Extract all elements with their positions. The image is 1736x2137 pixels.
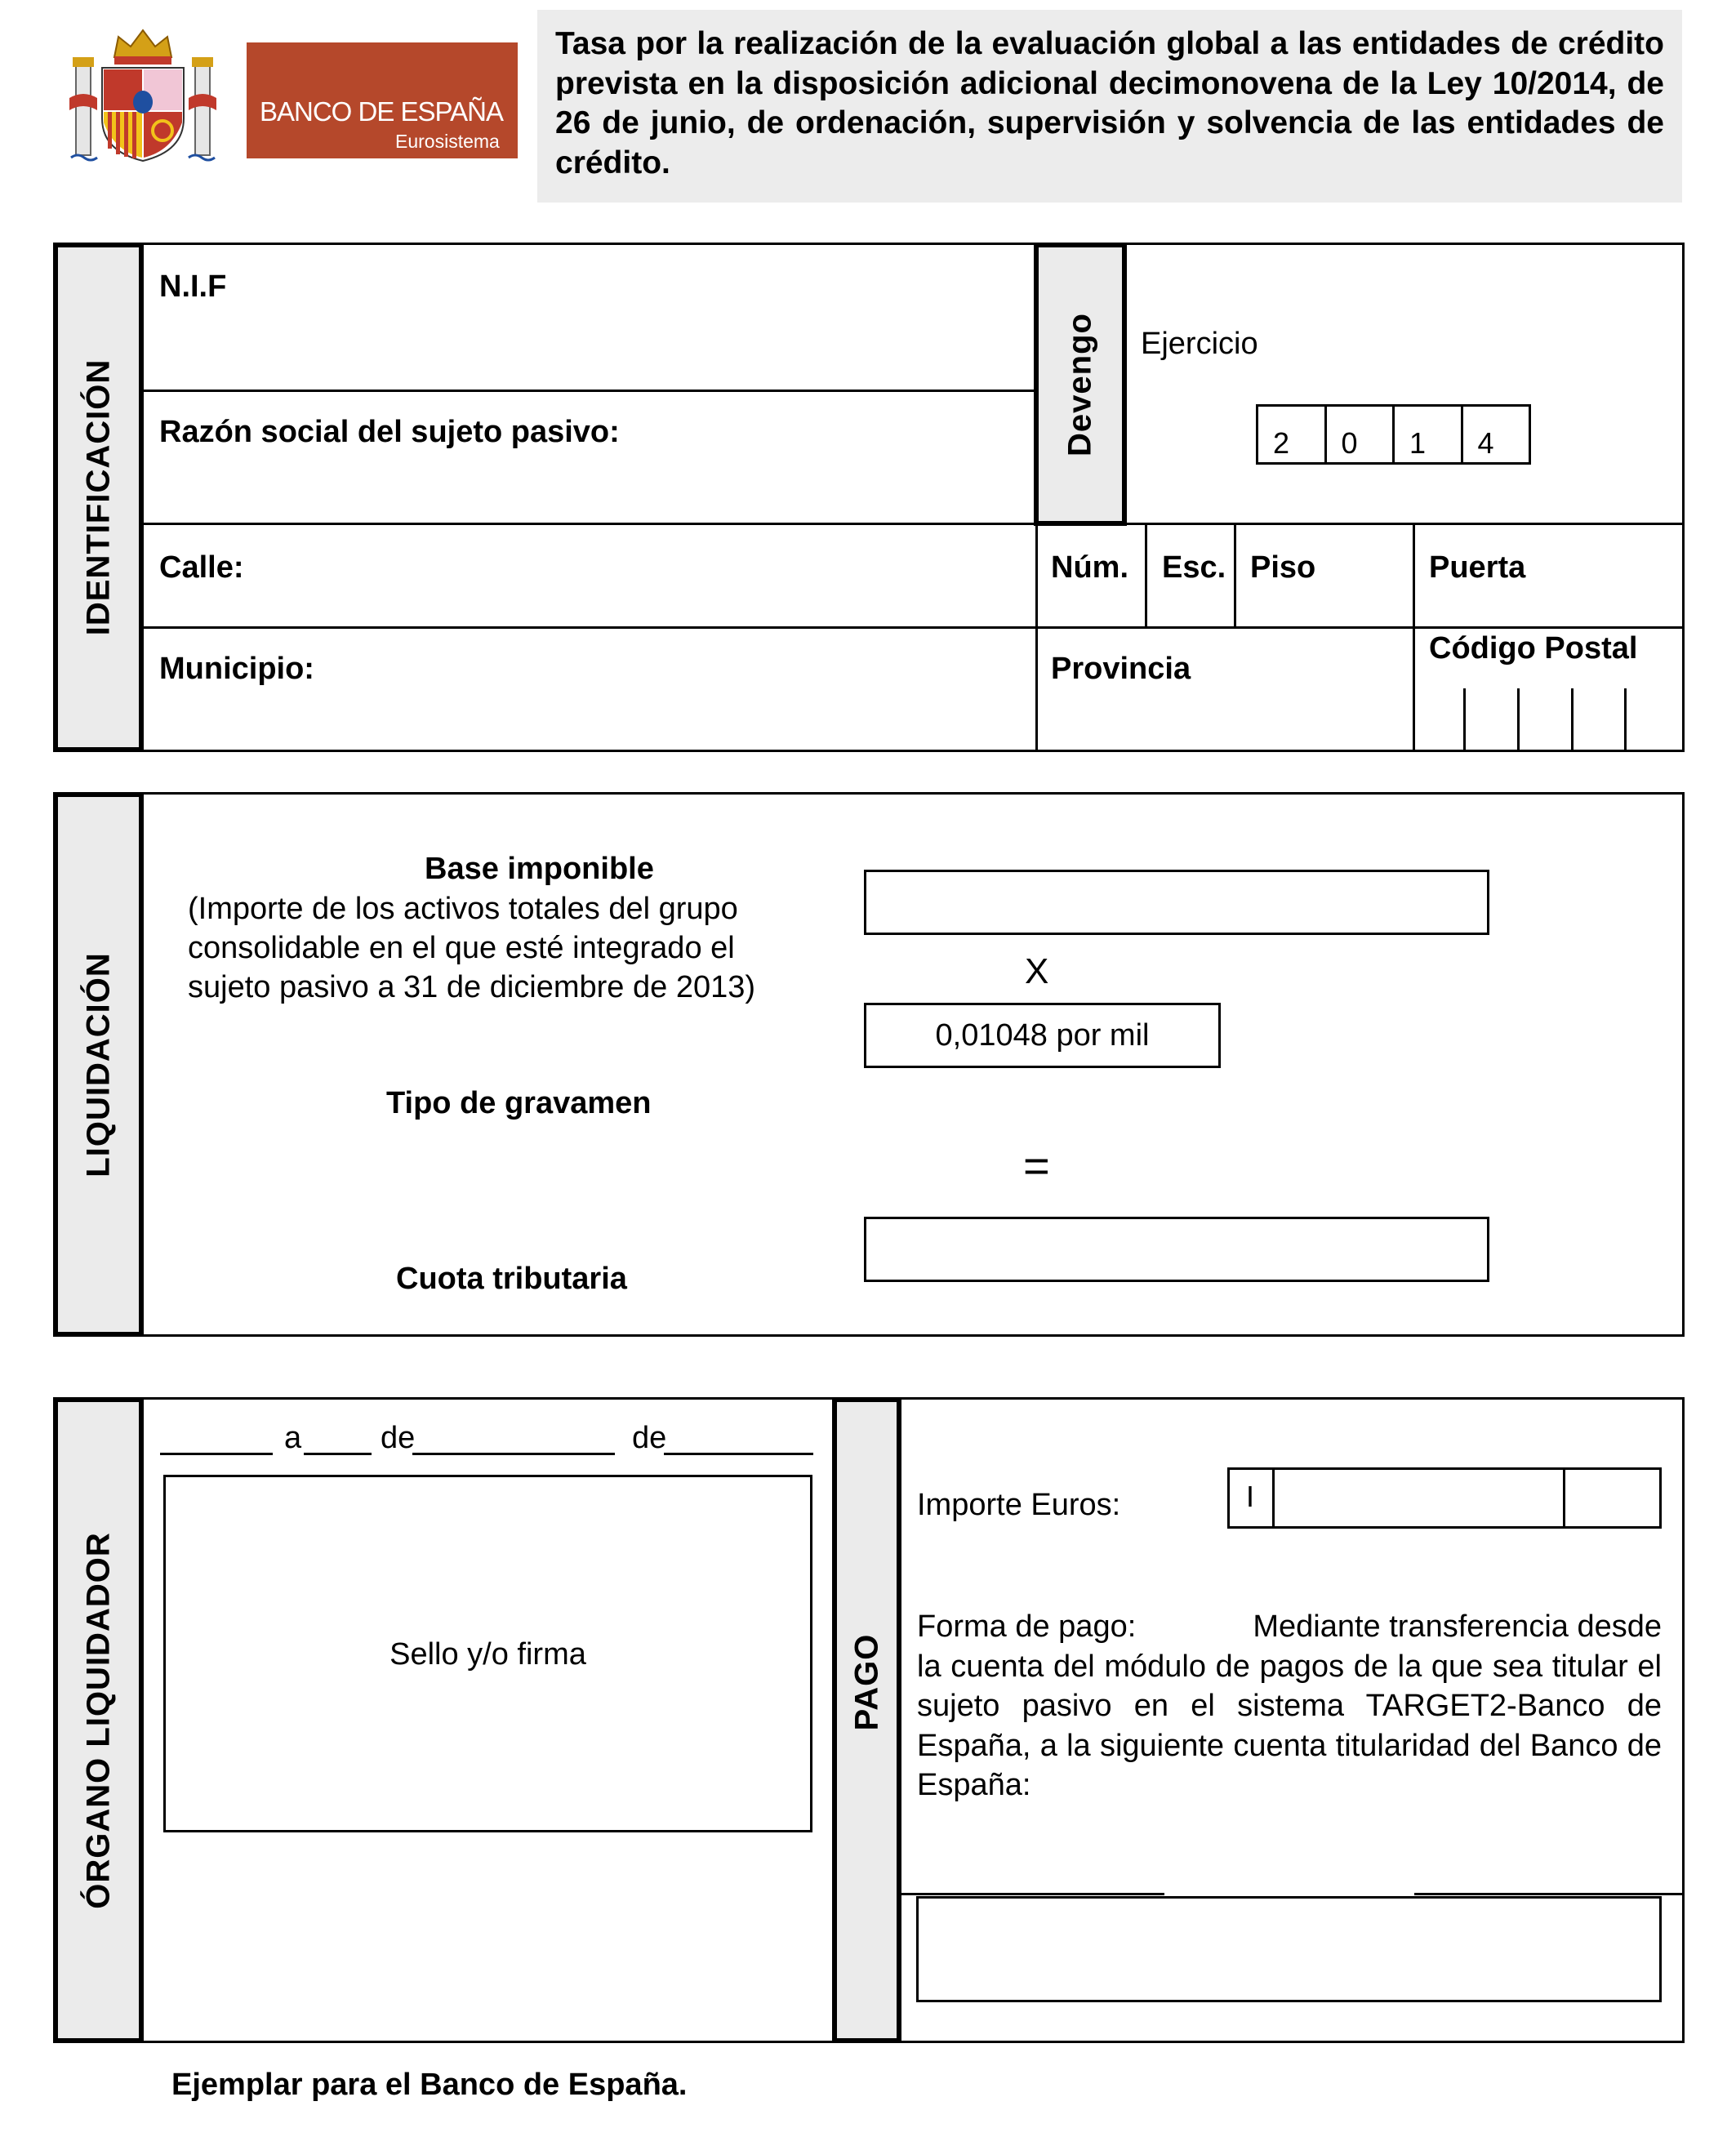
base-imponible-desc: consolidable en el que esté integrado el bbox=[188, 931, 735, 965]
codigo-postal-field[interactable] bbox=[1413, 688, 1685, 752]
tipo-gravamen-box bbox=[864, 1003, 1221, 1068]
signature-line bbox=[1414, 1893, 1685, 1895]
piso-label: Piso bbox=[1250, 550, 1316, 585]
year-digit: 1 bbox=[1395, 407, 1463, 462]
provincia-field[interactable] bbox=[1041, 690, 1409, 747]
base-imponible-desc: (Importe de los activos totales del grupo bbox=[188, 892, 738, 926]
year-digit: 0 bbox=[1327, 407, 1395, 462]
devengo-sidebar bbox=[1034, 243, 1127, 526]
liquidacion-label: LIQUIDACIÓN bbox=[80, 951, 116, 1178]
liquidacion-sidebar bbox=[53, 792, 144, 1337]
municipio-field[interactable] bbox=[147, 690, 1029, 747]
bank-logo-name: BANCO DE ESPAÑA bbox=[260, 96, 503, 127]
bank-logo-subtitle: Eurosistema bbox=[395, 131, 500, 152]
banco-de-espana-logo bbox=[247, 42, 518, 158]
cuota-tributaria-input[interactable] bbox=[864, 1217, 1489, 1282]
year-digits-box bbox=[1256, 404, 1531, 465]
forma-de-pago-line1: Mediante transferencia desde bbox=[1253, 1609, 1662, 1644]
cuota-tributaria-label: Cuota tributaria bbox=[396, 1262, 627, 1296]
divider bbox=[1145, 523, 1147, 628]
divider bbox=[141, 390, 1037, 392]
importe-euros-label: Importe Euros: bbox=[917, 1488, 1121, 1522]
organo-liquidador-label: ÓRGANO LIQUIDADOR bbox=[80, 1531, 116, 1909]
pago-sidebar bbox=[832, 1397, 901, 2043]
divider bbox=[1234, 523, 1236, 628]
base-imponible-desc: sujeto pasivo a 31 de diciembre de 2013) bbox=[188, 970, 756, 1004]
year-digit: 4 bbox=[1477, 426, 1494, 460]
tipo-gravamen-value: 0,01048 por mil bbox=[935, 1018, 1150, 1053]
signature-line bbox=[901, 1893, 1164, 1895]
importe-euros-input[interactable] bbox=[1227, 1467, 1662, 1529]
esc-label: Esc. bbox=[1162, 550, 1226, 585]
importe-prefix: I bbox=[1246, 1480, 1255, 1513]
provincia-label: Provincia bbox=[1051, 652, 1191, 686]
puerta-label: Puerta bbox=[1429, 550, 1526, 585]
forma-de-pago-text bbox=[917, 1607, 1662, 1805]
cuenta-box[interactable] bbox=[916, 1896, 1662, 2002]
forma-de-pago-label: Forma de pago: bbox=[917, 1609, 1137, 1644]
razon-social-field[interactable] bbox=[147, 457, 1029, 519]
multiply-symbol: X bbox=[1025, 951, 1049, 991]
sello-firma-box[interactable] bbox=[163, 1475, 812, 1832]
date-field[interactable] bbox=[160, 1417, 813, 1454]
municipio-label: Municipio: bbox=[159, 652, 314, 686]
nif-label: N.I.F bbox=[159, 269, 227, 304]
divider bbox=[141, 626, 1685, 629]
tipo-gravamen-label: Tipo de gravamen bbox=[386, 1086, 652, 1120]
date-a-label: a bbox=[284, 1421, 302, 1455]
calle-label: Calle: bbox=[159, 550, 244, 585]
num-label: Núm. bbox=[1051, 550, 1128, 585]
identificacion-sidebar bbox=[53, 243, 144, 752]
nif-field[interactable] bbox=[147, 310, 1029, 384]
forma-de-pago-description: la cuenta del módulo de pagos de la que sea titular el sujeto pasivo en el sistema TARGET2-Banco de España, a la siguiente cuenta titularidad del Banco de España: bbox=[917, 1649, 1662, 1802]
header-title-box bbox=[537, 10, 1682, 203]
codigo-postal-label: Código Postal bbox=[1429, 631, 1638, 666]
base-imponible-title: Base imponible bbox=[425, 852, 654, 886]
date-de-label: de bbox=[381, 1421, 416, 1455]
base-imponible-input[interactable] bbox=[864, 870, 1489, 935]
calle-field[interactable] bbox=[147, 588, 1029, 622]
pago-label: PAGO bbox=[848, 1633, 884, 1731]
identificacion-label: IDENTIFICACIÓN bbox=[80, 358, 116, 636]
year-digit: 2 bbox=[1258, 407, 1327, 462]
divider bbox=[141, 523, 1685, 525]
sello-firma-label: Sello y/o firma bbox=[389, 1637, 586, 1672]
coat-of-arms-logo bbox=[69, 20, 216, 167]
date-de-label: de bbox=[632, 1421, 667, 1455]
devengo-label: Devengo bbox=[1062, 312, 1098, 456]
page-title: Tasa por la realización de la evaluación global a las entidades de crédito prevista en la disposición adicional decimonovena de la Ley 10/2014, de 26 de junio, de ordenación, supervisión y solvencia de las entidades de crédito. bbox=[555, 26, 1664, 180]
organo-liquidador-sidebar bbox=[53, 1397, 144, 2043]
ejercicio-label: Ejercicio bbox=[1141, 327, 1258, 361]
equals-symbol: = bbox=[1023, 1140, 1050, 1191]
footer-copy-label: Ejemplar para el Banco de España. bbox=[171, 2068, 688, 2102]
razon-social-label: Razón social del sujeto pasivo: bbox=[159, 415, 620, 449]
